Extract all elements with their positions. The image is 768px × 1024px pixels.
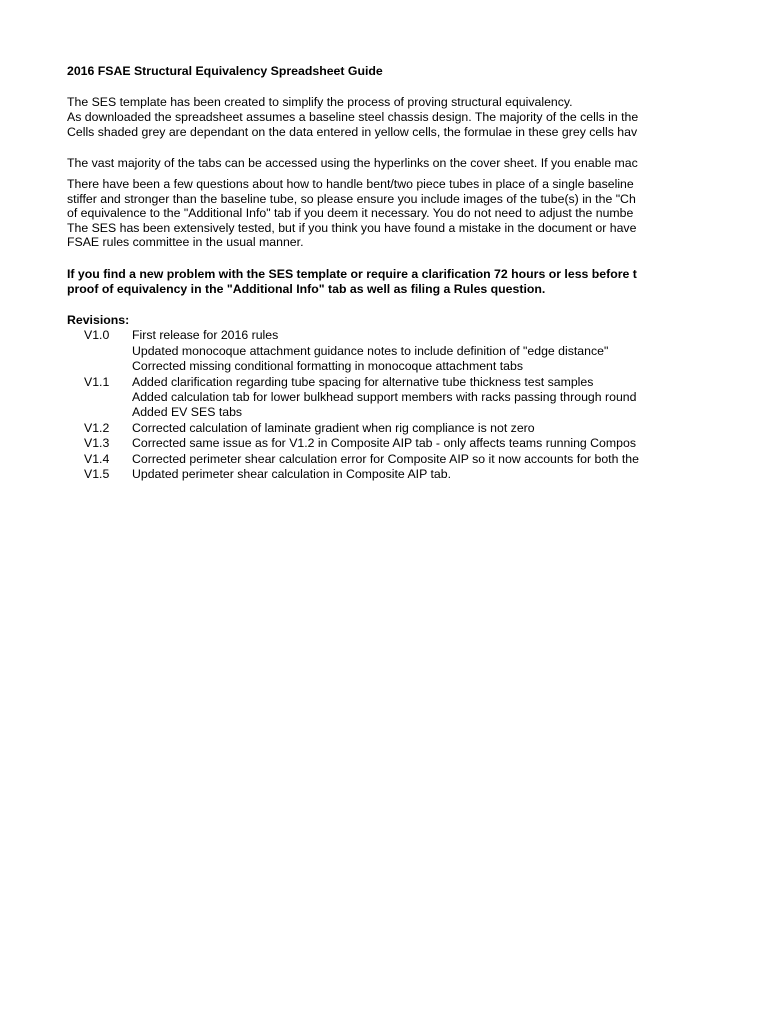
revision-description: Added clarification regarding tube spacing for alternative tube thickness test samples [132,375,594,389]
intro-line-2: As downloaded the spreadsheet assumes a baseline steel chassis design. The majority of the cells in the [67,110,639,124]
warning-line-2: proof of equivalency in the "Additional Info" tab as well as filing a Rules question. [67,282,546,296]
revision-version: V1.2 [84,421,110,435]
revision-description: Added EV SES tabs [132,405,243,419]
revisions-heading: Revisions: [67,313,130,327]
intro-line-1: The SES template has been created to simplify the process of proving structural equivalency. [67,95,573,109]
revision-description: Corrected perimeter shear calculation error for Composite AIP so it now accounts for both the [132,452,639,466]
tested-line-2: FSAE rules committee in the usual manner. [67,235,304,249]
tabs-hyperlink-note: The vast majority of the tabs can be accessed using the hyperlinks on the cover sheet. If you enable mac [67,156,638,170]
revision-description: Corrected calculation of laminate gradient when rig compliance is not zero [132,421,535,435]
revision-description: Corrected same issue as for V1.2 in Composite AIP tab - only affects teams running Compos [132,436,636,450]
revision-version: V1.3 [84,436,110,450]
revision-version: V1.1 [84,375,110,389]
bent-tube-line-2: stiffer and stronger than the baseline tube, so please ensure you include images of the tube(s) in the "Ch [67,192,636,206]
revision-version: V1.4 [84,452,110,466]
revision-description: Added calculation tab for lower bulkhead support members with racks passing through round [132,390,637,404]
revision-description: Updated monocoque attachment guidance notes to include definition of "edge distance" [132,344,609,358]
bent-tube-line-1: There have been a few questions about how to handle bent/two piece tubes in place of a single baseline [67,177,634,191]
revision-description: First release for 2016 rules [132,328,279,342]
bent-tube-line-3: of equivalence to the "Additional Info" tab if you deem it necessary. You do not need to adjust the numbe [67,206,634,220]
revision-version: V1.0 [84,328,110,342]
revision-description: Corrected missing conditional formatting in monocoque attachment tabs [132,359,523,373]
revision-version: V1.5 [84,467,110,481]
revision-description: Updated perimeter shear calculation in Composite AIP tab. [132,467,451,481]
warning-line-1: If you find a new problem with the SES template or require a clarification 72 hours or less before t [67,267,637,281]
tested-line-1: The SES has been extensively tested, but if you think you have found a mistake in the document or have [67,221,637,235]
intro-line-3: Cells shaded grey are dependant on the data entered in yellow cells, the formulae in these grey cells hav [67,125,638,139]
page-title: 2016 FSAE Structural Equivalency Spreadsheet Guide [67,64,383,78]
